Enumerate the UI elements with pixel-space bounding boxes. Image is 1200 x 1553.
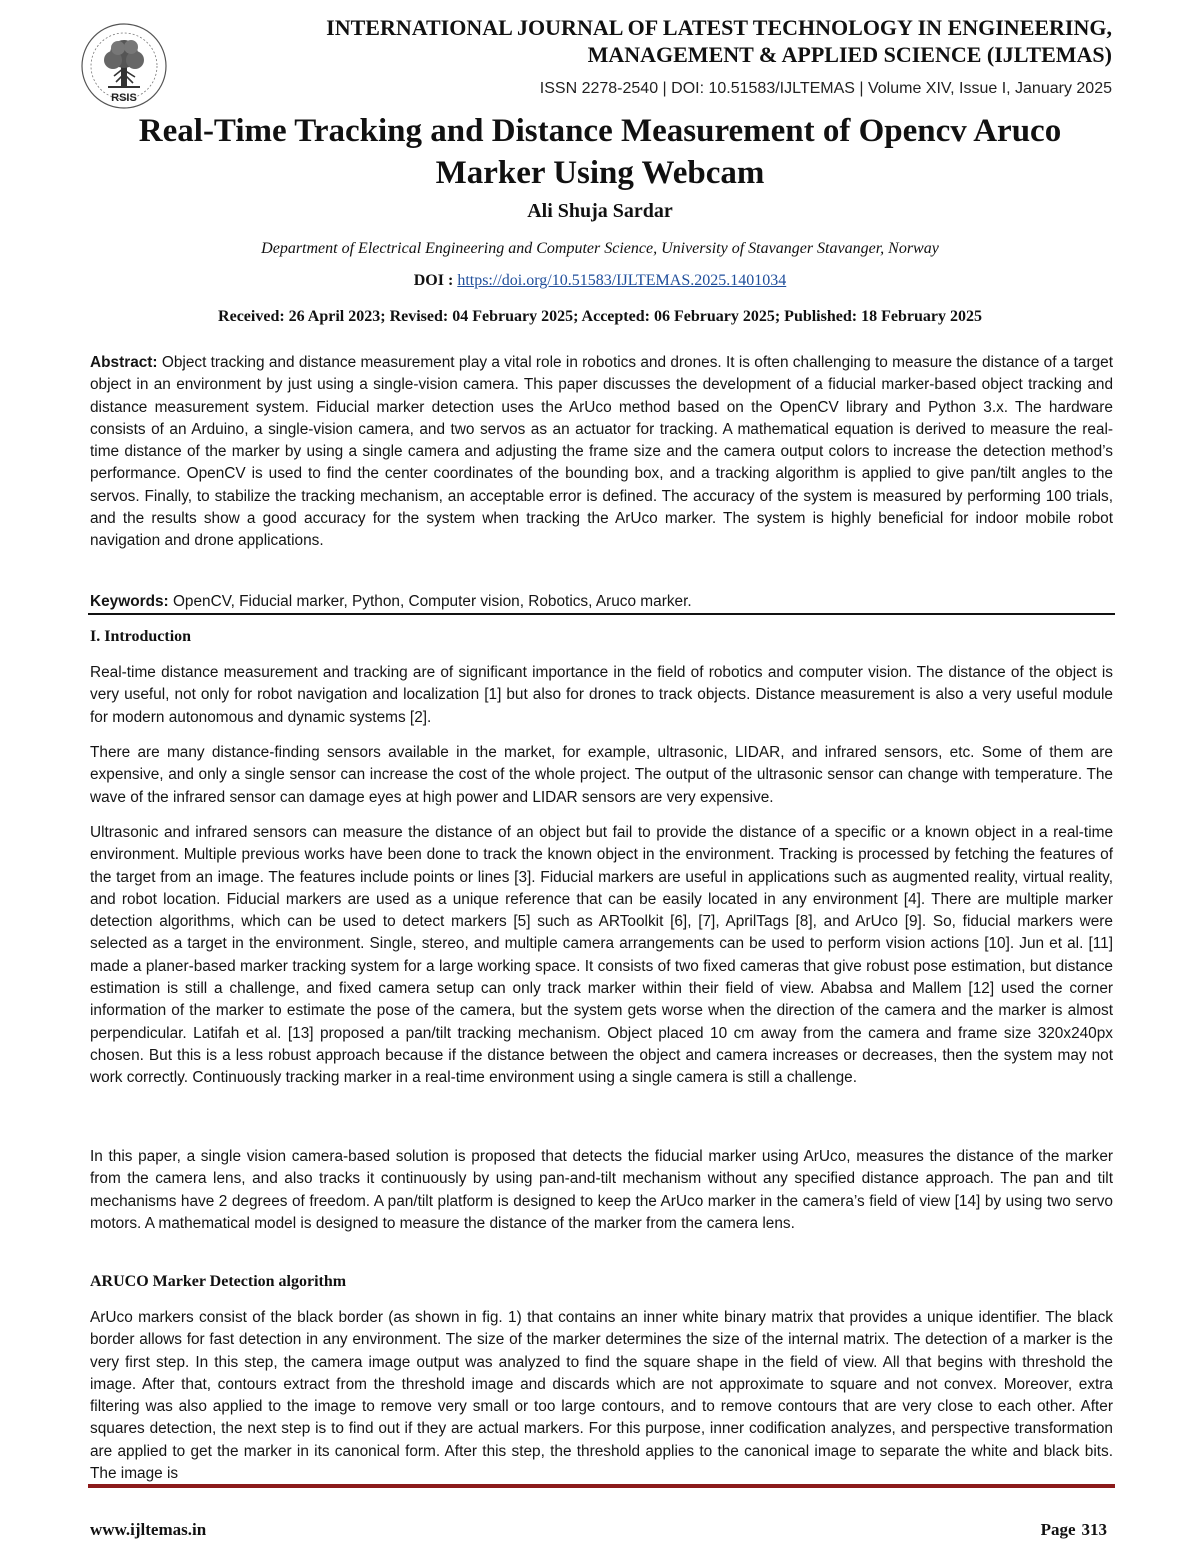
journal-title [232,14,1112,68]
author-name: Ali Shuja Sardar [527,200,673,222]
keywords-text: OpenCV, Fiducial marker, Python, Computer vision, Robotics, Aruco marker. [168,593,692,610]
logo-text: RSIS [111,92,137,104]
intro-paragraph-2: There are many distance-finding sensors available in the market, for example, ultrasonic, LIDAR, and infrared sensors, etc. Some of them are expensive, and only a single sensor can increase the cost of the whole project. The output of the ultrasonic sensor can change with temperature. The wave of the infrared sensor can damage eyes at high power and LIDAR sensors are very expensive. [90,744,1113,806]
abstract-text: Object tracking and distance measurement play a vital role in robotics and drones. It is often challenging to measure the distance of a target object in an environment by just using a single-vision camera. This paper discusses the development of a fiducial marker-based object tracking and distance measurement system. Fiducial marker detection uses the ArUco method based on the OpenCV library and Python 3.x. The hardware consists of an Arduino, a single-vision camera, and two servos as an actuator for tracking. A mathematical equation is derived to measure the real-time distance of the marker by using a single camera and adjusting the frame size and the camera output colors to increase the detection method’s performance. OpenCV is used to find the center coordinates of the bounding box, and a tracking algorithm is applied to give pan/tilt angles to the servos. Finally, to stabilize the tracking mechanism, an acceptable error is defined. The accuracy of the system is measured by performing 100 trials, and the results show a good accuracy for the system when tracking the ArUco marker. The system is highly beneficial for indoor mobile robot navigation and drone applications. [90,354,1113,550]
rsis-logo [78,20,170,112]
page-number: 313 [1081,1520,1107,1539]
author-affiliation: Department of Electrical Engineering and Computer Science, University of Stavanger Stavanger, Norway [261,240,939,257]
keywords [90,591,1113,613]
footer-divider [88,1484,1115,1488]
paper-title [90,110,1110,194]
doi-link[interactable]: https://doi.org/10.51583/IJLTEMAS.2025.1401034 [457,272,787,289]
journal-title-line2: MANAGEMENT & APPLIED SCIENCE (IJLTEMAS) [587,42,1112,67]
intro-paragraph-1: Real-time distance measurement and tracking are of significant importance in the field of robotics and computer vision. The distance of the object is very useful, not only for robot navigation and localization [1] but also for drones to track objects. Distance measurement is also a very useful module for modern autonomous and dynamic systems [2]. [90,664,1113,726]
keywords-label: Keywords: [90,593,169,610]
abstract [90,352,1113,553]
doi-label: DOI : [413,272,454,289]
aruco-paragraph-1: ArUco markers consist of the black border (as shown in fig. 1) that contains an inner white binary matrix that provides a unique identifier. The black border allows for fast detection in any environment. The size of the marker determines the size of the internal matrix. The detection of a marker is the very first step. In this step, the camera image output was analyzed to find the square shape in the field of view. All that begins with threshold the image. After that, contours extract from the threshold image and discards which are not approximate to square and not convex. Moreover, extra filtering was also applied to the image to remove very small or too large contours, and to remove contours that are very close to each other. After squares detection, the next step is to find out if they are actual markers. For this purpose, inner codification analyzes, and perspective transformation are applied to get the marker in its canonical form. After this step, the threshold applies to the canonical image to separate the white and black bits. The image is [90,1309,1113,1483]
journal-title-line1: INTERNATIONAL JOURNAL OF LATEST TECHNOLOGY IN ENGINEERING, [326,15,1112,40]
intro-paragraph-4: In this paper, a single vision camera-based solution is proposed that detects the fiducial marker using ArUco, measures the distance of the marker from the camera lens, and also tracks it continuously by using pan-and-tilt mechanism without any specified distance approach. The pan and tilt mechanisms have 2 degrees of freedom. A pan/tilt platform is designed to keep the ArUco marker in the camera’s field of view [14] by using two servo motors. A mathematical model is designed to measure the distance of the marker from the camera lens. [90,1148,1113,1232]
paper-title-line1: Real-Time Tracking and Distance Measurement of Opencv Aruco [138,113,1062,149]
doi-line [90,272,1110,290]
footer-website[interactable]: www.ijltemas.in [90,1520,207,1539]
page-label: Page [1040,1520,1076,1539]
aruco-heading: ARUCO Marker Detection algorithm [90,1273,347,1290]
abstract-label: Abstract: [90,354,158,371]
footer-page-number [1041,1520,1107,1540]
publication-dates: Received: 26 April 2023; Revised: 04 February 2025; Accepted: 06 February 2025; Published: 18 February 2025 [218,308,982,325]
paper-title-line2: Marker Using Webcam [435,155,765,191]
rsis-tree-logo-icon [78,20,170,112]
introduction-heading: I. Introduction [90,628,192,645]
issn-line: ISSN 2278-2540 | DOI: 10.51583/IJLTEMAS | Volume XIV, Issue I, January 2025 [539,80,1112,97]
section-divider [88,613,1115,615]
intro-paragraph-3: Ultrasonic and infrared sensors can measure the distance of an object but fail to provide the distance of a specific or a known object in a real-time environment. Multiple previous works have been done to track the known object in the environment. Tracking is processed by fetching the features of the target from an image. The features include points or lines [3]. Fiducial markers are useful in applications such as augmented reality, virtual reality, and robot location. Fiducial markers are used as a unique reference that can be easily located in any environment [4]. There are multiple marker detection algorithms, which can be used to detect markers [5] such as ARToolkit [6], [7], AprilTags [8], and ArUco [9]. So, fiducial markers were selected as a target in the environment. Single, stereo, and multiple camera arrangements can be used to perform vision actions [10]. Jun et al. [11] made a planer-based marker tracking system for a large working space. It consists of two fixed cameras that give robust pose estimation, but distance estimation is still a challenge, and fixed camera setup can only track marker within their field of view. Ababsa and Mallem [12] used the corner information of the marker to estimate the pose of the camera, but the system gets worse when the direction of the camera and the marker is almost perpendicular. Latifah et al. [13] proposed a pan/tilt tracking mechanism. Object placed 10 cm away from the camera and frame size 320x240px chosen. But this is a less robust approach because if the distance between the object and camera increases or decreases, then the system may not work correctly. Continuously tracking marker in a real-time environment using a single camera is still a challenge. [90,824,1113,1087]
